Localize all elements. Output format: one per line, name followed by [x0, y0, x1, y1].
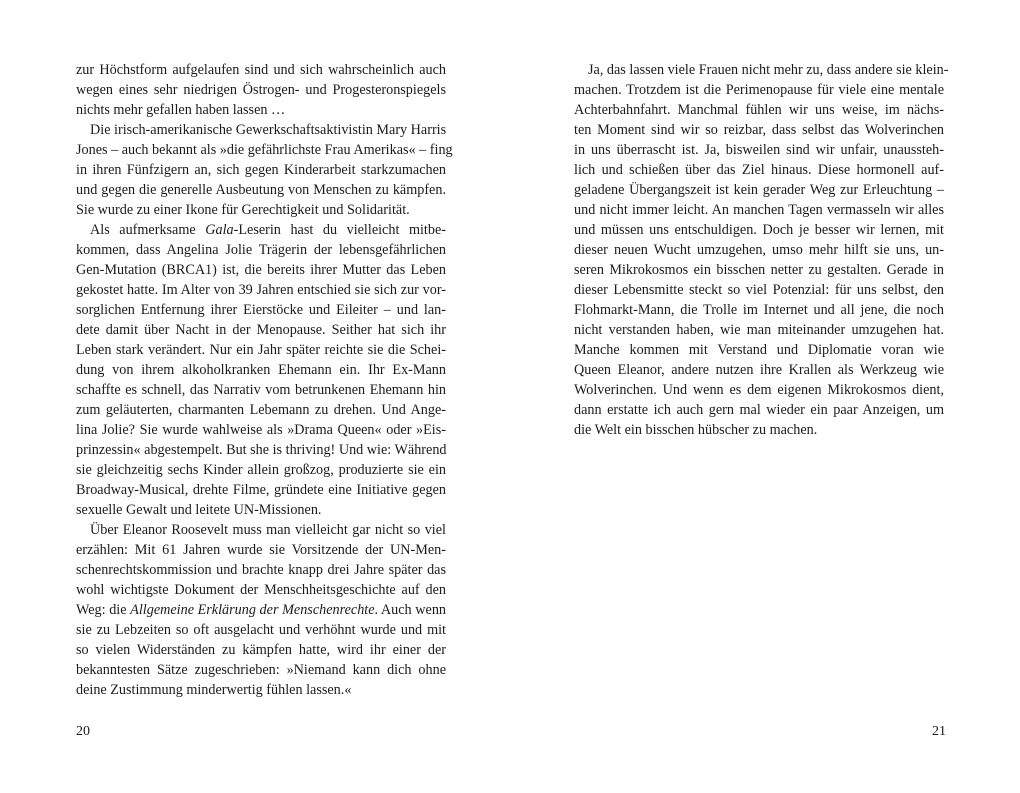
text-line: die Welt ein bisschen hübscher zu machen. [574, 422, 818, 438]
page-number-left: 20 [76, 724, 90, 739]
text-line: sorglichen Entfernung ihrer Eierstöcke und Eileiter – und lan- [76, 302, 446, 318]
text-line: dann erstatte ich auch gern mal wieder ein paar Anzeigen, um [574, 402, 944, 418]
text-segment: . Auch wenn [374, 602, 447, 618]
left-page-text [76, 60, 453, 700]
text-line [76, 220, 446, 240]
text-line: erzählen: Mit 61 Jahren wurde sie Vorsitzende der UN-Men- [76, 542, 446, 558]
text-line: lich und schießen über das Ziel hinaus. Diese hormonell auf- [574, 162, 944, 178]
text-line: zum geläuterten, charmanten Lebemann zu drehen. Und Ange- [76, 402, 446, 418]
text-line: und nicht immer leicht. An manchen Tagen vermasseln wir alles [574, 202, 944, 218]
text-line: dete damit über Nacht in der Menopause. Seither hat sich ihr [76, 322, 446, 338]
text-line: Leben stark verändert. Nur ein Jahr später reichte sie die Schei- [76, 342, 446, 358]
text-line: Wolverinchen. Und wenn es dem eigenen Mikrokosmos dient, [574, 382, 944, 398]
text-line: schenrechtskommission und brachte knapp drei Jahre später das [76, 562, 446, 578]
text-line: sie zu Lebzeiten so oft ausgelacht und verhöhnt wurde und mit [76, 622, 446, 638]
text-line: kommen, dass Angelina Jolie Trägerin der lebensgefährlichen [76, 242, 446, 258]
text-line: Achterbahnfahrt. Manchmal fühlen wir uns weise, im nächs- [574, 102, 944, 118]
text-line: Manche kommen mit Verstand und Diplomatie voran wie [574, 342, 944, 358]
right-page-text [574, 60, 949, 440]
text-line: wohl wichtigste Dokument der Menschheitsgeschichte auf den [76, 582, 446, 598]
text-line: Flohmarkt-Mann, die Trolle im Internet und all jene, die noch [574, 302, 944, 318]
text-line: so vielen Widerständen zu kämpfen hatte, wird ihr einer der [76, 642, 446, 658]
text-line: dieser Lebensmitte steckt so viel Potenzial: für uns selbst, den [574, 282, 944, 298]
text-line: machen. Trotzdem ist die Perimenopause für viele eine mentale [574, 82, 944, 98]
text-line: Die irisch-amerikanische Gewerkschaftsaktivistin Mary Harris [90, 122, 447, 138]
text-line: ten Moment sind wir so reizbar, dass selbst das Wolverinchen [574, 122, 944, 138]
text-line: lina Jolie? Sie wurde wahlweise als »Drama Queen« oder »Eis- [76, 422, 446, 438]
text-line: Jones – auch bekannt als »die gefährlichste Frau Amerikas« – fing [76, 142, 453, 158]
text-line: deine Zustimmung minderwertig fühlen lassen.« [76, 682, 352, 698]
text-line: Gen-Mutation (BRCA1) ist, die bereits ihrer Mutter das Leben [76, 262, 446, 278]
page-number-right: 21 [932, 724, 946, 739]
text-line: Ja, das lassen viele Frauen nicht mehr zu, dass andere sie klein- [588, 62, 949, 78]
text-line: gekostet hatte. Im Alter von 39 Jahren entschied sie sich zur vor- [76, 282, 446, 298]
text-line: bekanntesten Sätze zugeschrieben: »Niemand kann dich ohne [76, 662, 446, 678]
text-line: Sie wurde zu einer Ikone für Gerechtigkeit und Solidarität. [76, 202, 410, 218]
text-segment: -Leserin hast du vielleicht mitbe- [233, 222, 446, 238]
text-line: in uns überrascht ist. Ja, bisweilen sind wir unfair, unaussteh- [574, 142, 944, 158]
text-line: Broadway-Musical, drehte Filme, gründete eine Initiative gegen [76, 482, 446, 498]
text-line: in ihren Fünfzigern an, sich gegen Kinderarbeit starkzumachen [76, 162, 446, 178]
magazine-title: Gala [205, 222, 234, 238]
text-line: schaffte es schnell, das Narrativ vom betrunkenen Ehemann hin [76, 382, 446, 398]
text-line: seren Mikrokosmos ein bisschen netter zu gestalten. Gerade in [574, 262, 944, 278]
text-line: nicht verstanden haben, wie man miteinander umzugehen hat. [574, 322, 944, 338]
text-line: geladene Übergangszeit ist kein gerader Weg zur Erleuchtung – [574, 182, 944, 198]
text-line: Über Eleanor Roosevelt muss man vielleicht gar nicht so viel [90, 522, 446, 538]
text-segment: Weg: die [76, 602, 131, 618]
text-line: prinzessin« abgestempelt. But she is thriving! Und wie: Während [76, 442, 447, 458]
text-segment: Als aufmerksame [90, 222, 206, 238]
text-line: nichts mehr gefallen haben lassen … [76, 102, 286, 118]
text-line: sexuelle Gewalt und leitete UN-Missionen. [76, 502, 322, 518]
text-line: und müssen uns entschuldigen. Doch je besser wir lernen, mit [574, 222, 944, 238]
text-line: wegen eines sehr niedrigen Östrogen- und Progesteronspiegels [76, 82, 446, 98]
text-line: zur Höchstform aufgelaufen sind und sich wahrscheinlich auch [76, 62, 446, 78]
text-line: Queen Eleanor, andere nutzen ihre Krallen als Werkzeug wie [574, 362, 944, 378]
text-line [76, 600, 446, 620]
text-line: und gegen die generelle Ausbeutung von Menschen zu kämpfen. [76, 182, 446, 198]
document-title: Allgemeine Erklärung der Menschenrechte [130, 602, 375, 618]
text-line: dung von ihrem alkoholkranken Ehemann ein. Ihr Ex-Mann [76, 362, 446, 378]
text-line: dieser neuen Wucht umzugehen, umso mehr hilft sie uns, un- [574, 242, 944, 258]
text-line: sie gleichzeitig sechs Kinder allein großzog, produzierte sie ein [76, 462, 446, 478]
